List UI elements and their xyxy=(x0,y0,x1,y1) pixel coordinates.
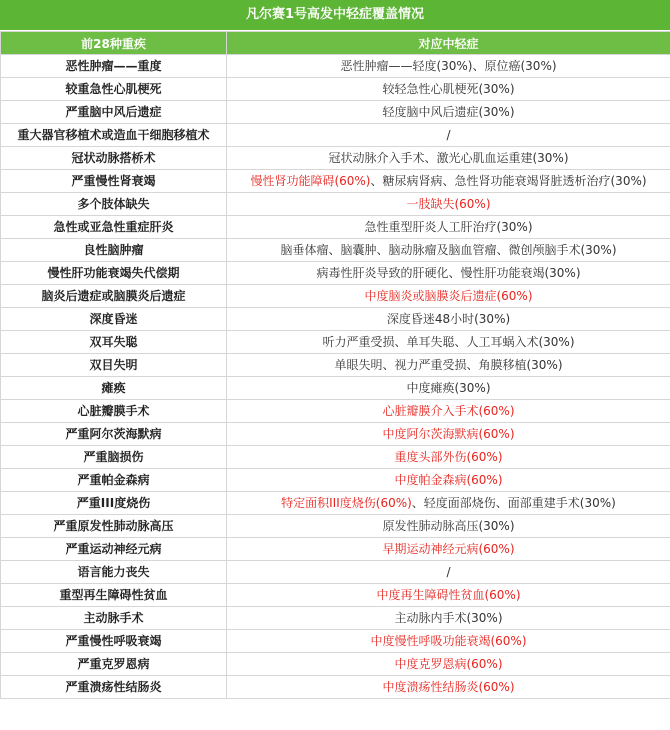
coverage-text-highlight: 慢性肾功能障碍(60%) xyxy=(250,174,371,188)
page-title: 凡尔赛1号高发中轻症覆盖情况 xyxy=(0,0,670,31)
coverage-cell xyxy=(227,607,670,630)
coverage-cell xyxy=(227,193,670,216)
disease-cell: 深度昏迷 xyxy=(1,308,227,331)
coverage-cell xyxy=(227,124,670,147)
coverage-text: 原发性肺动脉高压(30%) xyxy=(382,519,515,533)
table-row xyxy=(1,653,670,676)
coverage-cell xyxy=(227,377,670,400)
coverage-text: 深度昏迷48小时(30%) xyxy=(386,312,511,326)
coverage-cell xyxy=(227,262,670,285)
coverage-cell xyxy=(227,170,670,193)
table-row xyxy=(1,423,670,446)
table-row xyxy=(1,584,670,607)
coverage-text-highlight: 早期运动神经元病(60%) xyxy=(382,542,515,556)
coverage-cell xyxy=(227,584,670,607)
disease-cell: 严重阿尔茨海默病 xyxy=(1,423,227,446)
disease-cell: 多个肢体缺失 xyxy=(1,193,227,216)
coverage-text-highlight: 一肢缺失(60%) xyxy=(406,197,491,211)
coverage-text-highlight: 中度再生障碍性贫血(60%) xyxy=(376,588,521,602)
coverage-cell xyxy=(227,354,670,377)
disease-cell: 慢性肝功能衰竭失代偿期 xyxy=(1,262,227,285)
coverage-text: 恶性肿瘤——轻度(30%)、原位癌(30%) xyxy=(340,59,557,73)
disease-cell: 严重慢性肾衰竭 xyxy=(1,170,227,193)
coverage-cell xyxy=(227,653,670,676)
coverage-cell xyxy=(227,308,670,331)
disease-cell: 主动脉手术 xyxy=(1,607,227,630)
table-row xyxy=(1,515,670,538)
table-row xyxy=(1,262,670,285)
coverage-table xyxy=(0,31,670,699)
disease-cell: 严重慢性呼吸衰竭 xyxy=(1,630,227,653)
coverage-text-highlight: 重度头部外伤(60%) xyxy=(394,450,503,464)
coverage-text-highlight: 中度溃疡性结肠炎(60%) xyxy=(382,680,515,694)
coverage-cell xyxy=(227,400,670,423)
table-row xyxy=(1,239,670,262)
coverage-text-highlight: 特定面积III度烧伤(60%) xyxy=(281,496,412,510)
disease-cell: 严重溃疡性结肠炎 xyxy=(1,676,227,699)
coverage-text: 、轻度面部烧伤、面部重建手术(30%) xyxy=(411,496,616,510)
table-row xyxy=(1,561,670,584)
coverage-text: 病毒性肝炎导致的肝硬化、慢性肝功能衰竭(30%) xyxy=(316,266,581,280)
coverage-cell xyxy=(227,55,670,78)
coverage-cell xyxy=(227,538,670,561)
disease-cell: 重型再生障碍性贫血 xyxy=(1,584,227,607)
disease-cell: 双目失明 xyxy=(1,354,227,377)
coverage-cell xyxy=(227,561,670,584)
header-coverage: 对应中轻症 xyxy=(227,32,670,55)
coverage-text: 冠状动脉介入手术、激光心肌血运重建(30%) xyxy=(328,151,569,165)
coverage-text-highlight: 中度阿尔茨海默病(60%) xyxy=(382,427,515,441)
table-row xyxy=(1,377,670,400)
coverage-cell xyxy=(227,239,670,262)
table-row xyxy=(1,331,670,354)
coverage-text-highlight: 心脏瓣膜介入手术(60%) xyxy=(382,404,515,418)
table-row xyxy=(1,308,670,331)
table-row xyxy=(1,147,670,170)
coverage-text: 较轻急性心肌梗死(30%) xyxy=(382,82,515,96)
coverage-text-highlight: 中度脑炎或脑膜炎后遗症(60%) xyxy=(364,289,533,303)
coverage-text: 单眼失明、视力严重受损、角膜移植(30%) xyxy=(334,358,563,372)
coverage-cell xyxy=(227,469,670,492)
disease-cell: 恶性肿瘤——重度 xyxy=(1,55,227,78)
disease-cell: 严重帕金森病 xyxy=(1,469,227,492)
coverage-text: 轻度脑中风后遗症(30%) xyxy=(382,105,515,119)
coverage-cell xyxy=(227,446,670,469)
coverage-cell xyxy=(227,101,670,124)
disease-cell: 重大器官移植术或造血干细胞移植术 xyxy=(1,124,227,147)
table-row xyxy=(1,101,670,124)
disease-cell: 脑炎后遗症或脑膜炎后遗症 xyxy=(1,285,227,308)
disease-cell: 语言能力丧失 xyxy=(1,561,227,584)
disease-cell: 严重克罗恩病 xyxy=(1,653,227,676)
table-row xyxy=(1,55,670,78)
coverage-text: 听力严重受损、单耳失聪、人工耳蜗入术(30%) xyxy=(322,335,575,349)
coverage-text-highlight: 中度克罗恩病(60%) xyxy=(394,657,503,671)
coverage-text: / xyxy=(446,565,451,579)
coverage-cell xyxy=(227,423,670,446)
disease-cell: 严重脑损伤 xyxy=(1,446,227,469)
coverage-text-highlight: 中度慢性呼吸功能衰竭(60%) xyxy=(370,634,527,648)
coverage-text: / xyxy=(446,128,451,142)
table-row xyxy=(1,216,670,239)
coverage-cell xyxy=(227,285,670,308)
table-header-row xyxy=(1,32,670,55)
disease-cell: 心脏瓣膜手术 xyxy=(1,400,227,423)
table-row xyxy=(1,193,670,216)
disease-cell: 严重运动神经元病 xyxy=(1,538,227,561)
table-row xyxy=(1,630,670,653)
table-row xyxy=(1,354,670,377)
table-row xyxy=(1,538,670,561)
table-row xyxy=(1,607,670,630)
coverage-cell xyxy=(227,676,670,699)
table-row xyxy=(1,285,670,308)
table-row xyxy=(1,469,670,492)
header-disease: 前28种重疾 xyxy=(1,32,227,55)
coverage-text: 脑垂体瘤、脑囊肿、脑动脉瘤及脑血管瘤、微创颅脑手术(30%) xyxy=(280,243,617,257)
disease-cell: 瘫痪 xyxy=(1,377,227,400)
coverage-cell xyxy=(227,492,670,515)
table-body xyxy=(1,55,670,699)
coverage-cell xyxy=(227,147,670,170)
coverage-cell xyxy=(227,331,670,354)
disease-cell: 较重急性心肌梗死 xyxy=(1,78,227,101)
coverage-cell xyxy=(227,515,670,538)
disease-cell: 严重脑中风后遗症 xyxy=(1,101,227,124)
table-row xyxy=(1,676,670,699)
coverage-text: 急性重型肝炎人工肝治疗(30%) xyxy=(364,220,533,234)
disease-cell: 严重原发性肺动脉高压 xyxy=(1,515,227,538)
disease-cell: 冠状动脉搭桥术 xyxy=(1,147,227,170)
disease-cell: 急性或亚急性重症肝炎 xyxy=(1,216,227,239)
disease-cell: 双耳失聪 xyxy=(1,331,227,354)
table-row xyxy=(1,400,670,423)
coverage-cell xyxy=(227,216,670,239)
coverage-text: 、糖尿病肾病、急性肾功能衰竭肾脏透析治疗(30%) xyxy=(370,174,647,188)
disease-cell: 严重III度烧伤 xyxy=(1,492,227,515)
coverage-text: 主动脉内手术(30%) xyxy=(394,611,503,625)
coverage-text: 中度瘫痪(30%) xyxy=(406,381,491,395)
table-row xyxy=(1,170,670,193)
disease-cell: 良性脑肿瘤 xyxy=(1,239,227,262)
table-row xyxy=(1,124,670,147)
table-row xyxy=(1,446,670,469)
coverage-cell xyxy=(227,630,670,653)
table-row xyxy=(1,492,670,515)
coverage-text-highlight: 中度帕金森病(60%) xyxy=(394,473,503,487)
table-row xyxy=(1,78,670,101)
coverage-cell xyxy=(227,78,670,101)
